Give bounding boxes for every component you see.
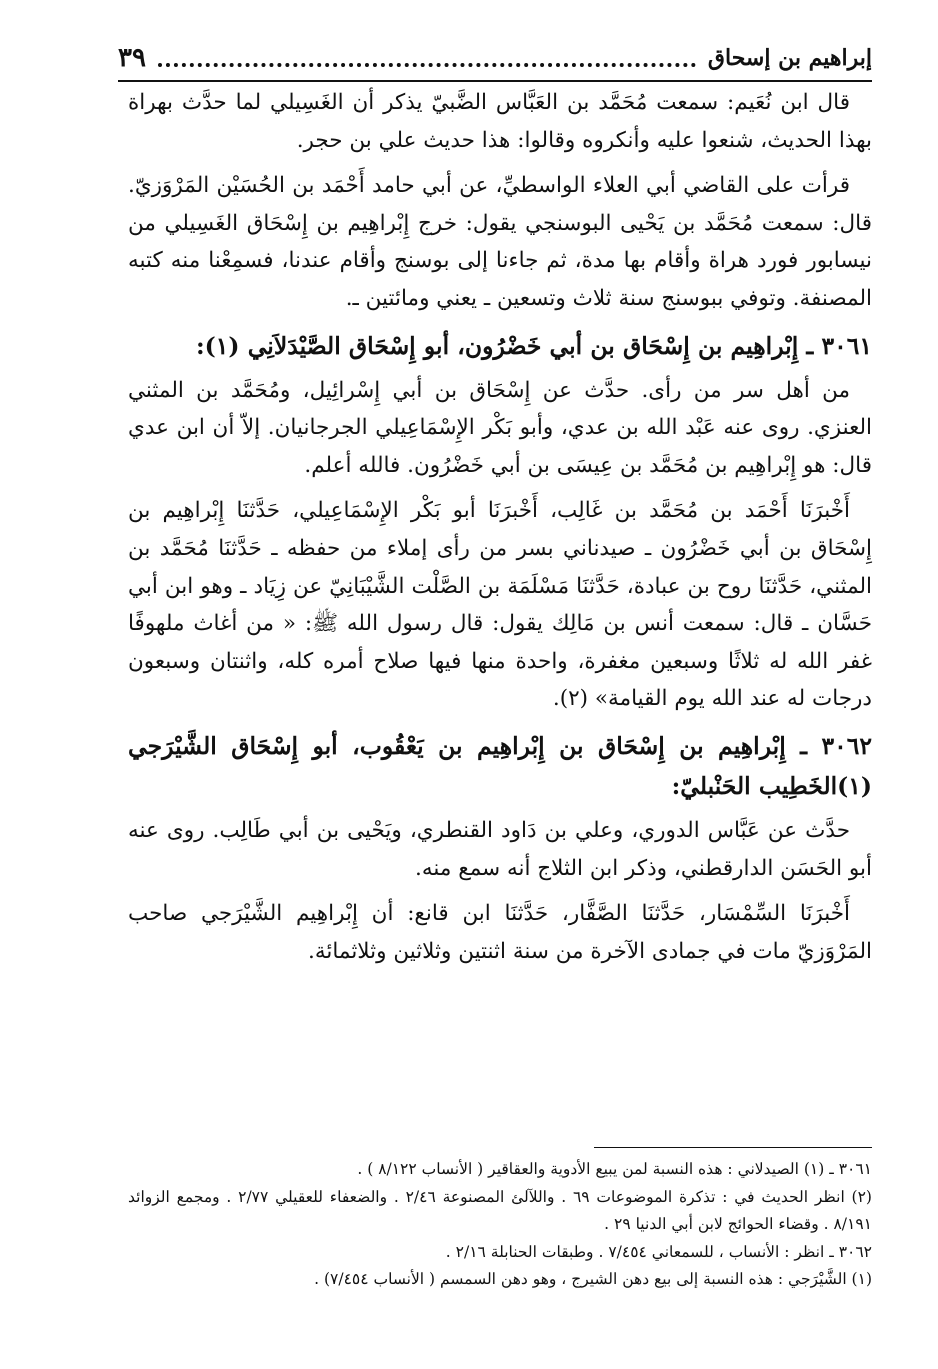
leader-dots (158, 49, 696, 67)
footnote-4: (١) الشَّيْرَجي : هذه النسبة إلى بيع دهن الشيرج ، وهو دهن السمسم ( الأنساب ٧/٤٥٤) . (314, 1270, 872, 1288)
footnote-rule (594, 1147, 872, 1148)
footnote-3: ٣٠٦٢ ـ انظر : الأنساب ، للسمعاني ٧/٤٥٤ . وطبقات الحنابلة ٢/١٦ . (445, 1242, 872, 1261)
paragraph-6: أَخْبرَنَا السِّمْسَار، حَدَّثنَا الصَّفَّار، حَدَّثنَا ابن قانع: أن إِبْراهِيم الشَّيْرَجي صاحب المَرْوَزيّ مات في جمادى الآخرة من سنة اثنتين وثلاثين وثلاثمائة. (128, 901, 872, 964)
footnote-2: (٢) انظر الحديث في : تذكرة الموضوعات ٦٩ . واللآلئ المصنوعة ٢/٤٦ . والضعفاء للعقيلي ٢/٧٧ . ومجمع الزوائد ٨/١٩١ . وقضاء الحوائج لابن أبي الدنيا ٢٩ . (128, 1187, 872, 1233)
paragraph-1: قال ابن نُعَيم: سمعت مُحَمَّد بن العَبَّاس الضَّبيّ يذكر أن الغَسِيلي لما حدَّث بهراة بهذا الحديث، شنعوا عليه وأنكروه وقالوا: هذا حديث علي بن حجر. (128, 90, 872, 153)
footnotes (128, 1156, 872, 1294)
main-text (128, 84, 872, 970)
paragraph-4: أَخْبرَنَا أَحْمَد بن مُحَمَّد بن غَالِب، أَخْبرَنَا أبو بَكْر الإِسْمَاعِيلي، حَدَّثنَا إِبْراهِيم بن إِسْحَاق بن أبي خَضْرُون ـ صيدناني بسر من رأى إملاء من حفظه ـ حَدَّثنَا مُحَمَّد بن المثني، حَدَّثنَا روح بن عبادة، حَدَّثنَا مَسْلَمَة بن الصَّلْت الشَّيْبَانِيّ عن زِيَاد ـ وهو ابن أبي حَسَّان ـ قال: سمعت أنس بن مَالِك يقول: قال رسول الله ﷺ: « من أغاث ملهوفًا غفر الله له ثلاثًا وسبعين مغفرة، واحدة منها فيها صلاح أمره كله، واثنتان وسبعون درجات له عند الله يوم القيامة» (٢). (128, 498, 872, 712)
paragraph-3: من أهل سر من رأى. حدَّث عن إِسْحَاق بن أبي إِسْرائِيل، ومُحَمَّد بن المثني العنزي. روى عنه عَبْد الله بن عدي، وأبو بَكْر الإِسْمَاعِيلي الجرجانيان. إلاّ أن ابن عدي قال: هو إِبْراهِيم بن مُحَمَّد بن عِيسَى بن أبي خَضْرُون. فالله أعلم. (128, 377, 872, 478)
paragraph-5: حدَّث عن عَبَّاس الدوري، وعلي بن دَاود القنطري، ويَحْيى بن أبي طَالِب. روى عنه أبو الحَسَن الدارقطني، وذكر ابن الثلاج أنه سمع منه. (128, 817, 872, 881)
paragraph-2: قرأت على القاضي أبي العلاء الواسطيِّ، عن أبي حامد أَحْمَد بن الحُسَيْن المَرْوَزيّ. قال: سمعت مُحَمَّد بن يَحْيى البوسنجي يقول: خرج إِبْراهِيم بن إِسْحَاق الغَسِيلي من نيسابور فورد هراة وأقام بها مدة، ثم جاءنا إلى بوسنج وأقام عندنا، فسمِعْنا منه كتبه المصنفة. وتوفي ببوسنج سنة ثلاث وتسعين ـ يعني ومائتين ـ. (128, 173, 872, 311)
entry-heading-3061: ٣٠٦١ ـ إِبْراهِيم بن إِسْحَاق بن أبي خَضْرُون، أبو إِسْحَاق الصَّيْدَلاَنِي (١): (196, 331, 872, 360)
running-header (118, 38, 872, 78)
header-rule (118, 80, 872, 82)
page-number: ٣٩ (118, 43, 146, 73)
footnote-1: ٣٠٦١ ـ (١) الصيدلاني : هذه النسبة لمن يبيع الأدوية والعقاقير ( الأنساب ٨/١٢٢ ) . (357, 1160, 872, 1178)
entry-heading-3062: ٣٠٦٢ ـ إِبْراهِيم بن إِسْحَاق بن إِبْراهِيم بن يَعْقُوب، أبو إِسْحَاق الشَّيْرَجي (١)الخَطِيب الحَنْبليّ: (128, 731, 872, 800)
running-header-title: إبراهيم بن إسحاق (707, 45, 872, 71)
